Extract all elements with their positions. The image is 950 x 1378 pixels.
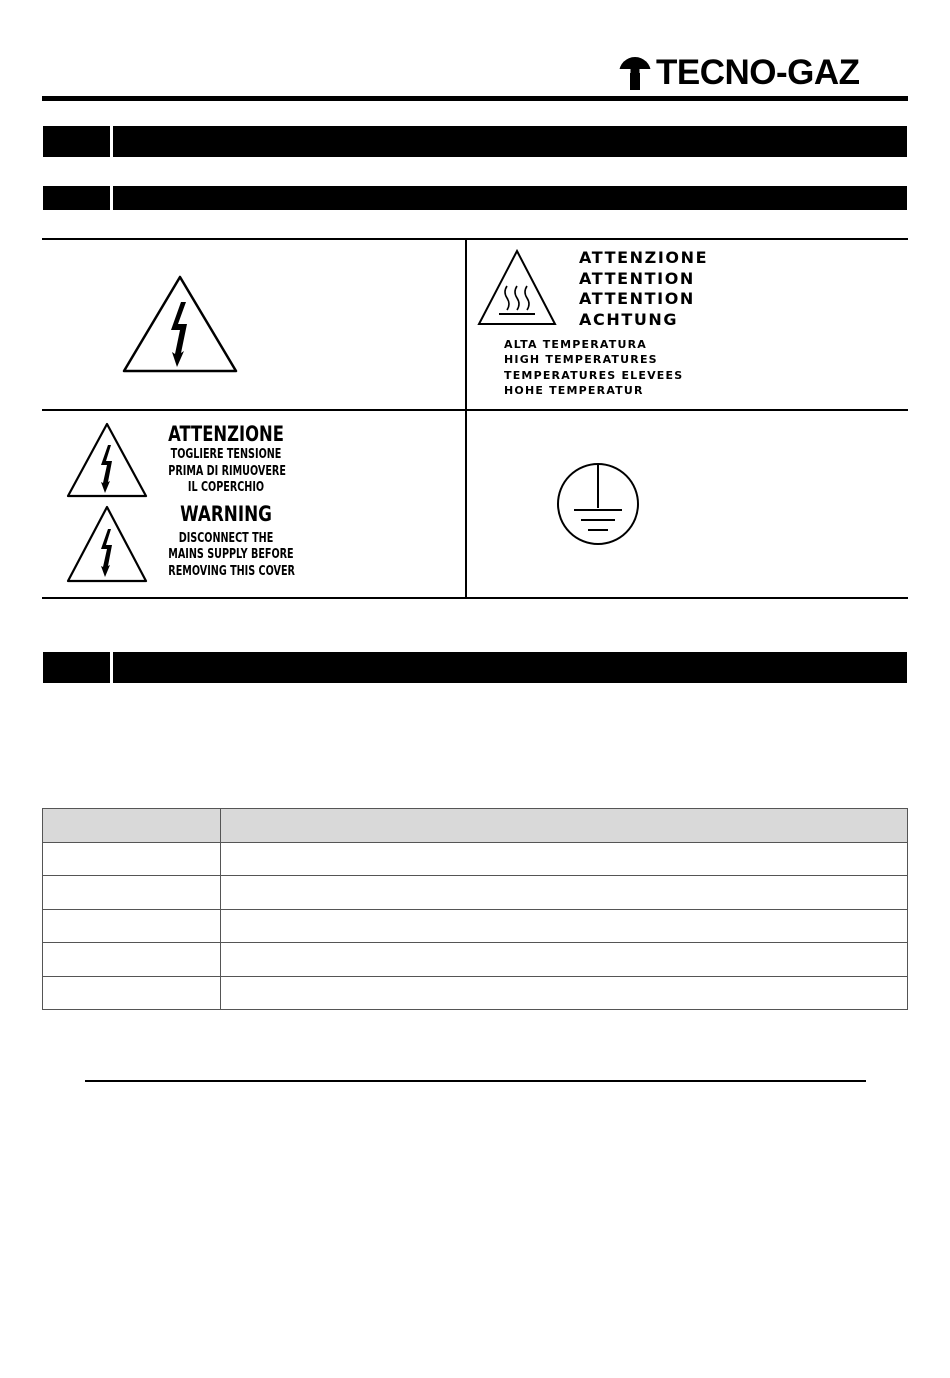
protective-earth-cell <box>467 411 908 597</box>
logo-mark-icon <box>618 55 652 91</box>
hot-title-line: ATTENTION <box>579 289 695 308</box>
cover-warning-cell <box>42 411 465 597</box>
symbols-row <box>42 240 908 411</box>
table-row <box>43 843 908 876</box>
warning-line-en: MAINS SUPPLY BEFORE <box>168 547 294 562</box>
electric-hazard-icon <box>120 274 240 374</box>
hot-detail-line: HIGH TEMPERATURES <box>504 353 658 367</box>
hot-detail-line: ALTA TEMPERATURA <box>504 338 647 351</box>
hot-title-line: ATTENTION <box>579 268 695 288</box>
hot-surface-icon <box>476 248 558 328</box>
warning-line-it: PRIMA DI RIMUOVERE <box>168 463 286 479</box>
logo-text: TECNO-GAZ <box>656 53 860 92</box>
footer-rule <box>85 1080 866 1082</box>
hot-detail-line: TEMPERATURES ELEVEES <box>504 368 684 382</box>
electric-hazard-icon <box>65 504 149 584</box>
symbols-table <box>42 238 908 599</box>
warning-line-it: TOGLIERE TENSIONE <box>170 447 282 462</box>
electric-hazard-cell <box>42 240 465 409</box>
hot-title-line: ACHTUNG <box>579 309 679 329</box>
table-row <box>43 976 908 1009</box>
warning-line-it: IL COPERCHIO <box>187 480 265 495</box>
section-heading-bar <box>43 652 907 683</box>
warning-title-en: WARNING <box>180 501 272 526</box>
protective-earth-icon <box>555 461 641 547</box>
warning-line-en: REMOVING THIS COVER <box>168 563 295 579</box>
hot-surface-titles <box>579 248 708 330</box>
cover-warning-text <box>148 421 304 580</box>
warning-title-it: ATTENZIONE <box>168 422 284 446</box>
warning-line-en: DISCONNECT THE <box>178 530 274 546</box>
electric-hazard-icon <box>65 421 149 499</box>
table-row <box>43 909 908 942</box>
data-table <box>42 808 908 1010</box>
tecno-gaz-logo <box>618 55 860 91</box>
table-row <box>43 943 908 976</box>
header-rule <box>42 96 908 101</box>
hot-surface-cell <box>467 240 908 409</box>
hot-detail-line: HOHE TEMPERATUR <box>504 383 644 397</box>
hot-surface-details <box>504 337 683 398</box>
section-heading-bar <box>43 126 907 157</box>
symbols-row <box>42 411 908 599</box>
hot-title-line: ATTENZIONE <box>579 248 709 267</box>
table-header-row <box>43 809 908 843</box>
subsection-heading-bar <box>43 186 907 210</box>
table-row <box>43 876 908 909</box>
